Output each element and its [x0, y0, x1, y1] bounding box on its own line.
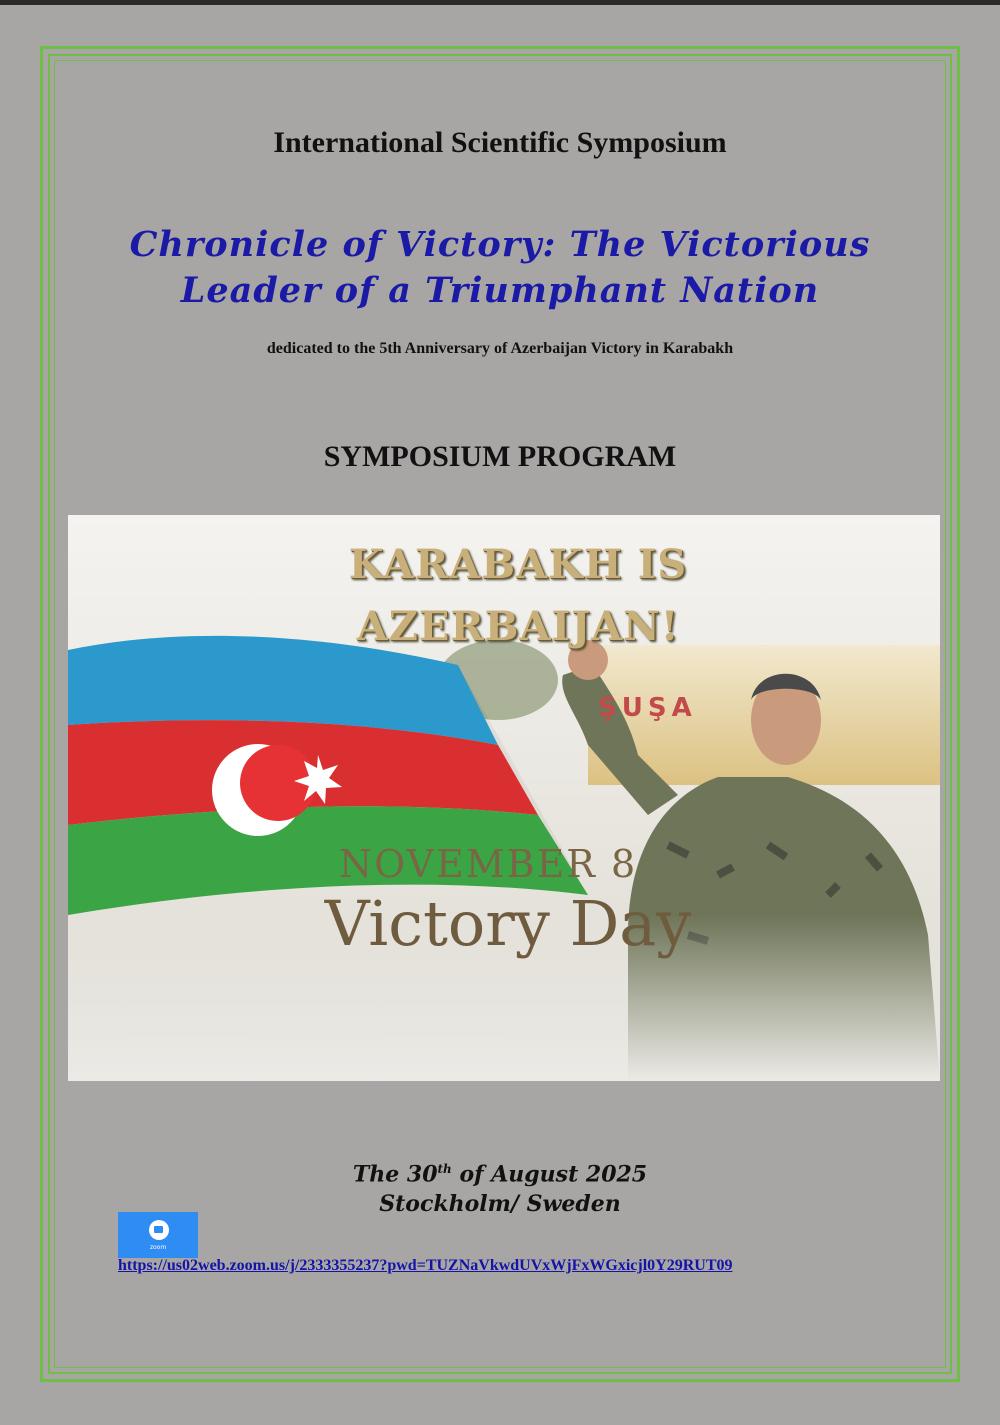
banner-date: NOVEMBER 8	[338, 842, 638, 886]
symposium-title	[0, 222, 1000, 314]
event-date: The 30th of August 2025	[352, 1161, 648, 1188]
banner-artwork	[68, 515, 940, 1081]
dedication-text: dedicated to the 5th Anniversary of Azerbaijan Victory in Karabakh	[266, 340, 734, 357]
event-type-heading: International Scientific Symposium	[273, 126, 727, 159]
program-heading: SYMPOSIUM PROGRAM	[323, 440, 677, 473]
top-bar	[0, 0, 1000, 5]
title-line-1: Chronicle of Victory: The Victorious	[129, 224, 871, 265]
event-location: Stockholm/ Sweden	[379, 1191, 621, 1218]
banner-headline-line-2: AZERBAIJAN!	[356, 603, 680, 650]
event-date-location	[0, 1154, 1000, 1219]
title-line-2: Leader of a Triumphant Nation	[180, 270, 820, 311]
zoom-meeting-link[interactable]: https://us02web.zoom.us/j/2333355237?pwd=TUZNaVkwdUVxWjFxWGxicjl0Y29RUT09	[118, 1257, 733, 1274]
banner-victory-day: Victory Day	[324, 887, 692, 960]
victory-day-banner	[68, 515, 940, 1081]
shusha-sign: ŞUŞA	[598, 693, 697, 723]
zoom-logo-icon: zoom	[118, 1212, 198, 1258]
banner-headline-line-1: KARABAKH IS	[348, 541, 688, 588]
